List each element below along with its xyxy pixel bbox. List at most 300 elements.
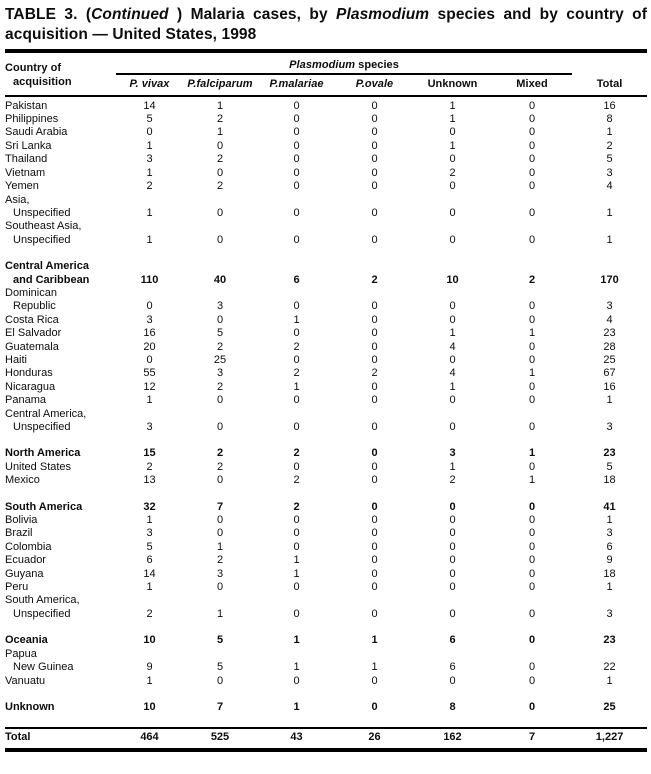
table-row [5, 367, 647, 380]
value-cell: 0 [449, 607, 456, 620]
country-cell [5, 461, 116, 474]
country-label-line: Vanuatu [5, 674, 46, 687]
value-cell: 0 [528, 300, 536, 313]
value-cell: 25 [603, 700, 616, 713]
value-cell: 0 [528, 554, 536, 567]
value-cell: 110 [140, 273, 159, 286]
value-cell: 0 [371, 500, 378, 513]
value-cell: 0 [528, 500, 536, 513]
value-cell: 0 [293, 394, 300, 407]
value-cell: 1 [606, 674, 613, 687]
country-cell [5, 153, 116, 166]
value-cell: 0 [449, 126, 456, 139]
country-cell [5, 220, 116, 247]
value-cell: 0 [293, 581, 300, 594]
country-label-line: Costa Rica [5, 313, 59, 326]
country-label-line: Yemen [5, 180, 39, 193]
country-label-line: North America [5, 447, 81, 460]
country-label-line: Panama [5, 394, 46, 407]
value-cell: 1 [449, 380, 456, 393]
value-cell: 0 [371, 540, 378, 553]
value-cell: 0 [293, 180, 300, 193]
value-cell: 0 [146, 300, 153, 313]
table-row [5, 554, 647, 567]
value-cell: 0 [371, 206, 378, 219]
value-cell: 5 [606, 460, 613, 473]
country-label-line: Thailand [5, 153, 48, 166]
total-row [5, 728, 647, 749]
value-cell: 3 [146, 153, 153, 166]
value-cell: 0 [371, 340, 378, 353]
country-cell [5, 554, 116, 567]
table-row [5, 153, 647, 166]
value-cell: 0 [528, 206, 536, 219]
value-cell: 0 [293, 353, 300, 366]
value-cell: 0 [293, 674, 300, 687]
col-header-country-line1: Country of [5, 61, 62, 74]
malaria-cases-table [5, 58, 647, 752]
value-cell: 0 [216, 421, 224, 433]
table-row [5, 167, 647, 180]
value-cell: 1 [293, 380, 300, 393]
value-cell: 28 [603, 340, 616, 353]
country-label-line: Southeast Asia, [5, 220, 82, 233]
country-label-line: Central America [5, 260, 89, 273]
value-cell: 0 [528, 460, 536, 473]
value-cell: 1 [606, 394, 613, 407]
value-cell: 0 [528, 180, 536, 193]
country-cell [5, 367, 116, 380]
value-cell: 0 [371, 447, 378, 460]
value-cell: 40 [213, 273, 227, 286]
value-cell: 0 [371, 394, 378, 407]
value-cell: 2 [216, 554, 224, 567]
value-cell: 43 [257, 728, 336, 749]
value-cell: 0 [449, 394, 456, 407]
value-cell: 1 [146, 394, 153, 407]
value-cell: 5 [606, 153, 613, 166]
value-cell: 32 [143, 500, 156, 513]
value-cell: 2 [606, 139, 613, 152]
spacer-row [5, 714, 647, 728]
value-cell: 1 [606, 514, 613, 527]
value-cell: 0 [371, 139, 378, 152]
country-cell [5, 113, 116, 126]
value-cell: 0 [371, 300, 378, 313]
table-row [5, 568, 647, 581]
value-cell: 5 [216, 327, 224, 340]
value-cell: 2 [216, 447, 224, 460]
country-label-line: Total [5, 731, 31, 744]
country-cell [5, 594, 116, 621]
value-cell: 0 [528, 353, 536, 366]
value-cell: 12 [143, 380, 156, 393]
value-cell: 0 [528, 607, 536, 620]
col-header-country [5, 58, 116, 96]
value-cell: 0 [293, 300, 300, 313]
value-cell: 67 [603, 367, 616, 380]
spacer-row [5, 488, 647, 501]
value-cell: 0 [293, 113, 300, 126]
value-cell: 1 [528, 367, 536, 380]
table-row [5, 514, 647, 527]
value-cell: 1 [146, 514, 153, 527]
country-cell [5, 648, 116, 675]
value-cell: 0 [371, 380, 378, 393]
value-cell: 1 [606, 206, 613, 219]
value-cell: 2 [146, 460, 153, 473]
value-cell: 0 [371, 700, 378, 713]
country-cell [5, 408, 116, 435]
value-cell: 0 [371, 313, 378, 326]
table-row [5, 194, 647, 221]
value-cell: 0 [216, 394, 224, 407]
country-cell [5, 527, 116, 540]
country-label-line: Dominican [5, 286, 57, 299]
table-row [5, 180, 647, 193]
value-cell: 23 [603, 447, 616, 460]
col-header-p-malariae: P.malariae [269, 77, 324, 90]
value-cell: 0 [216, 581, 224, 594]
value-cell: 2 [293, 447, 300, 460]
country-label-line: Unspecified [13, 233, 71, 246]
value-cell: 1 [606, 581, 613, 594]
value-cell: 0 [146, 126, 153, 139]
spacer-cell [5, 247, 647, 260]
value-cell: 1 [293, 634, 300, 647]
country-label-line: Guyana [5, 567, 44, 580]
value-cell: 0 [528, 340, 536, 353]
value-cell: 0 [293, 153, 300, 166]
country-label-line: Sri Lanka [5, 139, 52, 152]
value-cell: 0 [528, 113, 536, 126]
value-cell: 23 [603, 634, 616, 647]
value-cell: 20 [143, 340, 156, 353]
table-row [5, 220, 647, 247]
value-cell: 2 [146, 607, 153, 620]
value-cell: 1 [146, 166, 153, 179]
table-row [5, 287, 647, 314]
country-label-line: Oceania [5, 634, 48, 647]
value-cell: 1 [146, 206, 153, 219]
value-cell: 1 [293, 554, 300, 567]
value-cell: 0 [293, 206, 300, 219]
table-row [5, 96, 647, 113]
country-cell [5, 541, 116, 554]
value-cell: 3 [216, 567, 224, 580]
value-cell: 0 [449, 514, 456, 527]
country-cell [5, 314, 116, 327]
country-cell [5, 634, 116, 647]
value-cell: 7 [216, 700, 224, 713]
country-cell [5, 180, 116, 193]
table-row [5, 447, 647, 460]
value-cell: 1 [146, 139, 153, 152]
value-cell: 162 [413, 728, 492, 749]
table-row [5, 541, 647, 554]
value-cell: 10 [143, 634, 156, 647]
value-cell: 0 [371, 460, 378, 473]
value-cell: 26 [336, 728, 413, 749]
value-cell: 1 [606, 126, 613, 139]
country-label-line: New Guinea [13, 661, 74, 674]
col-header-p-ovale: P.ovale [355, 77, 394, 90]
value-cell: 16 [143, 327, 156, 340]
value-cell: 4 [449, 367, 456, 380]
country-label-line: El Salvador [5, 327, 62, 340]
value-cell: 525 [183, 728, 257, 749]
value-cell: 0 [449, 674, 456, 687]
value-cell: 10 [446, 273, 459, 286]
value-cell: 25 [603, 353, 616, 366]
country-cell [5, 447, 116, 460]
country-label-line: Central America, [5, 407, 87, 420]
country-label-line: and Caribbean [13, 273, 90, 286]
country-label-line: Haiti [5, 353, 28, 366]
value-cell: 2 [293, 340, 300, 353]
value-cell: 0 [528, 126, 536, 139]
value-cell: 0 [449, 153, 456, 166]
spacer-cell [5, 488, 647, 501]
value-cell: 2 [146, 180, 153, 193]
table-body [5, 96, 647, 750]
value-cell: 0 [146, 353, 153, 366]
country-label-line: Peru [5, 581, 29, 594]
value-cell: 0 [371, 514, 378, 527]
table-row [5, 327, 647, 340]
country-label-line: South America [5, 500, 83, 513]
value-cell: 3 [146, 313, 153, 326]
value-cell: 16 [603, 380, 616, 393]
value-cell: 0 [528, 514, 536, 527]
col-header-unknown: Unknown [427, 77, 478, 90]
value-cell: 0 [449, 233, 456, 246]
country-cell [5, 581, 116, 594]
country-label-line: Papua [5, 647, 37, 660]
value-cell: 18 [603, 474, 616, 487]
value-cell: 0 [528, 581, 536, 594]
value-cell: 6 [146, 554, 153, 567]
country-label-line: Unspecified [13, 421, 71, 433]
value-cell: 1 [449, 327, 456, 340]
value-cell: 1 [528, 474, 536, 487]
value-cell: 0 [528, 166, 536, 179]
country-cell [5, 728, 116, 749]
country-cell [5, 501, 116, 514]
value-cell: 3 [216, 300, 224, 313]
table-row [5, 594, 647, 621]
value-cell: 0 [293, 126, 300, 139]
value-cell: 0 [216, 514, 224, 527]
country-cell [5, 96, 116, 113]
country-cell [5, 140, 116, 153]
value-cell: 1 [216, 607, 224, 620]
value-cell: 1 [293, 661, 300, 674]
col-header-species-group: Plasmodium species [116, 58, 572, 74]
value-cell: 0 [293, 460, 300, 473]
value-cell: 3 [606, 607, 613, 620]
value-cell: 0 [449, 567, 456, 580]
value-cell: 1 [449, 139, 456, 152]
country-cell [5, 474, 116, 487]
col-header-country-line2: acquisition [13, 75, 72, 88]
value-cell: 0 [293, 514, 300, 527]
country-label-line: South America, [5, 594, 80, 607]
table-row [5, 634, 647, 647]
value-cell: 0 [371, 353, 378, 366]
value-cell: 1 [449, 99, 456, 112]
value-cell: 0 [216, 674, 224, 687]
value-cell: 1 [216, 99, 224, 112]
value-cell: 0 [371, 180, 378, 193]
value-cell: 2 [371, 273, 378, 286]
country-label-line: Unspecified [13, 206, 71, 219]
value-cell: 0 [293, 607, 300, 620]
country-cell [5, 675, 116, 688]
value-cell: 0 [371, 233, 378, 246]
value-cell: 2 [293, 474, 300, 487]
value-cell: 3 [606, 300, 613, 313]
country-label-line: Republic [13, 300, 56, 313]
value-cell: 1 [449, 113, 456, 126]
value-cell: 1 [371, 661, 378, 674]
header-row-group [5, 58, 647, 74]
value-cell: 0 [449, 353, 456, 366]
value-cell: 2 [216, 460, 224, 473]
value-cell: 0 [293, 233, 300, 246]
value-cell: 2 [216, 180, 224, 193]
value-cell: 0 [293, 166, 300, 179]
country-label-line: Philippines [5, 113, 59, 126]
value-cell: 0 [528, 421, 536, 433]
table-row [5, 501, 647, 514]
spacer-cell [5, 434, 647, 447]
table-row [5, 260, 647, 287]
value-cell: 25 [213, 353, 227, 366]
value-cell: 1 [606, 233, 613, 246]
table-row [5, 675, 647, 688]
table-title-line1: TABLE 3. (Continued ) Malaria cases, by Plasmodium species and by country of [5, 6, 647, 23]
value-cell: 6 [606, 540, 613, 553]
value-cell: 2 [449, 166, 456, 179]
value-cell: 2 [528, 273, 536, 286]
value-cell: 14 [143, 567, 156, 580]
value-cell: 0 [371, 674, 378, 687]
value-cell: 13 [143, 474, 156, 487]
value-cell: 5 [216, 661, 224, 674]
col-header-total: Total [596, 77, 623, 90]
country-label-line: Bolivia [5, 514, 38, 527]
value-cell: 1,227 [572, 728, 647, 749]
value-cell: 5 [216, 634, 224, 647]
value-cell: 2 [216, 153, 224, 166]
table-row [5, 648, 647, 675]
value-cell: 1 [371, 634, 378, 647]
value-cell: 1 [146, 674, 153, 687]
spacer-row [5, 621, 647, 634]
value-cell: 0 [528, 233, 536, 246]
country-cell [5, 194, 116, 221]
country-cell [5, 354, 116, 367]
value-cell: 0 [528, 380, 536, 393]
country-cell [5, 341, 116, 354]
value-cell: 0 [528, 99, 536, 112]
value-cell: 9 [146, 661, 153, 674]
spacer-cell [5, 714, 647, 728]
spacer-cell [5, 621, 647, 634]
value-cell: 0 [371, 607, 378, 620]
value-cell: 2 [216, 113, 224, 126]
title-rule [5, 49, 647, 53]
value-cell: 0 [528, 394, 536, 407]
value-cell: 3 [606, 166, 613, 179]
value-cell: 0 [371, 327, 378, 340]
table-row [5, 126, 647, 139]
spacer-row [5, 688, 647, 701]
value-cell: 0 [449, 581, 456, 594]
country-label-line: United States [5, 460, 72, 473]
value-cell: 1 [528, 447, 536, 460]
value-cell: 3 [146, 527, 153, 540]
value-cell: 3 [449, 447, 456, 460]
value-cell: 0 [528, 139, 536, 152]
value-cell: 9 [606, 554, 613, 567]
value-cell: 41 [603, 500, 616, 513]
value-cell: 3 [606, 421, 613, 433]
value-cell: 0 [371, 474, 378, 487]
value-cell: 0 [216, 527, 224, 540]
value-cell: 2 [371, 367, 378, 380]
value-cell: 0 [528, 540, 536, 553]
table-header [5, 58, 647, 96]
value-cell: 2 [293, 367, 300, 380]
value-cell: 0 [371, 113, 378, 126]
value-cell: 0 [449, 313, 456, 326]
value-cell: 0 [528, 567, 536, 580]
value-cell: 464 [116, 728, 183, 749]
country-label-line: Nicaragua [5, 380, 56, 393]
value-cell: 4 [606, 180, 613, 193]
value-cell: 0 [371, 581, 378, 594]
value-cell: 14 [143, 99, 156, 112]
value-cell: 0 [293, 540, 300, 553]
value-cell: 0 [371, 554, 378, 567]
value-cell: 5 [146, 113, 153, 126]
value-cell: 3 [146, 421, 153, 433]
value-cell: 2 [216, 380, 224, 393]
country-cell [5, 260, 116, 287]
country-label-line: Asia, [5, 193, 30, 206]
table-row [5, 341, 647, 354]
value-cell: 16 [603, 99, 616, 112]
value-cell: 1 [293, 700, 300, 713]
country-label-line: Saudi Arabia [5, 126, 68, 139]
value-cell: 3 [606, 527, 613, 540]
value-cell: 0 [528, 153, 536, 166]
value-cell: 0 [293, 327, 300, 340]
value-cell: 1 [216, 126, 224, 139]
table-row [5, 140, 647, 153]
value-cell: 0 [216, 313, 224, 326]
value-cell: 18 [603, 567, 616, 580]
value-cell: 2 [293, 500, 300, 513]
value-cell: 1 [449, 460, 456, 473]
value-cell: 0 [216, 474, 224, 487]
value-cell: 0 [371, 126, 378, 139]
value-cell: 7 [492, 728, 572, 749]
value-cell: 7 [216, 500, 224, 513]
value-cell: 0 [449, 206, 456, 219]
